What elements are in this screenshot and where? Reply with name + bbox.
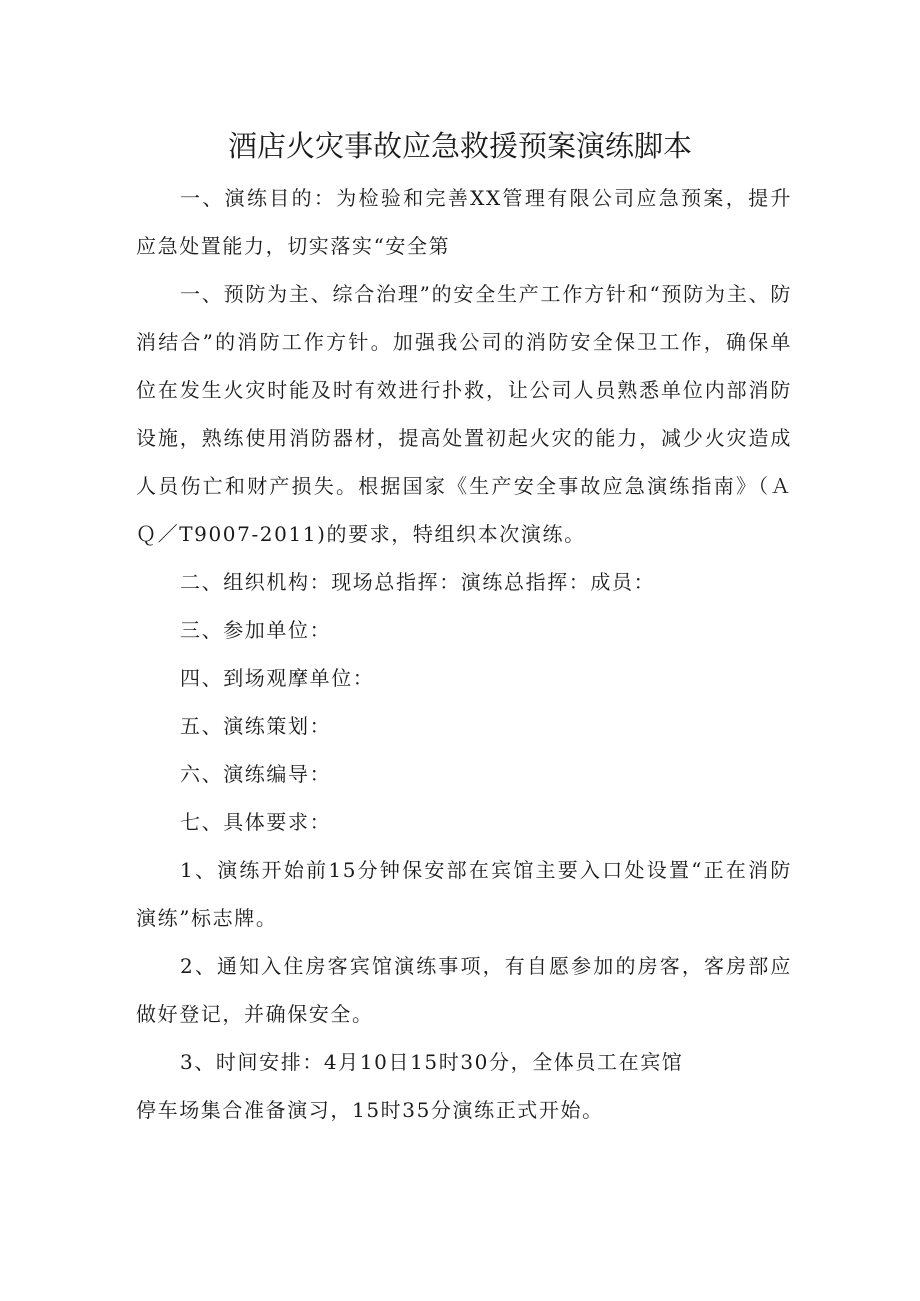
paragraph-observer-units: 四、到场观摩单位： (180, 666, 375, 690)
paragraph-requirement-3-continued: 停车场集合准备演习，15时35分演练正式开始。 (136, 1098, 604, 1122)
paragraph-requirement-1: 1、演练开始前15分钟保安部在宾馆主要入口处设置“正在消防演练”标志牌。 (136, 858, 792, 930)
paragraph-drill-planning: 五、演练策划： (180, 714, 332, 738)
paragraph-requirement-3: 3、时间安排：4月10日15时30分，全体员工在宾馆 (180, 1050, 684, 1074)
paragraph-organization: 二、组织机构：现场总指挥：演练总指挥：成员： (180, 570, 656, 594)
paragraph-specific-requirements: 七、具体要求： (180, 810, 332, 834)
paragraph-drill-director: 六、演练编导： (180, 762, 332, 786)
paragraph-participating-units: 三、参加单位： (180, 618, 332, 642)
paragraph-requirement-2: 2、通知入住房客宾馆演练事项，有自愿参加的房客，客房部应做好登记，并确保安全。 (136, 954, 792, 1026)
paragraph-drill-purpose: 一、演练目的：为检验和完善XX管理有限公司应急预案，提升应急处置能力，切实落实“安全第 (136, 186, 792, 258)
document-title: 酒店火灾事故应急救援预案演练脚本 (227, 129, 692, 163)
paragraph-safety-policy: 一、预防为主、综合治理”的安全生产工作方针和“预防为主、防消结合”的消防工作方针。加强我公司的消防安全保卫工作，确保单位在发生火灾时能及时有效进行扑救，让公司人员熟悉单位内部消防设施，熟练使用消防器材，提高处置初起火灾的能力，减少火灾造成人员伤亡和财产损失。根据国家《生产安全事故应急演练指南》（ＡＱ／T9007-2011)的要求，特组织本次演练。 (136, 282, 792, 546)
